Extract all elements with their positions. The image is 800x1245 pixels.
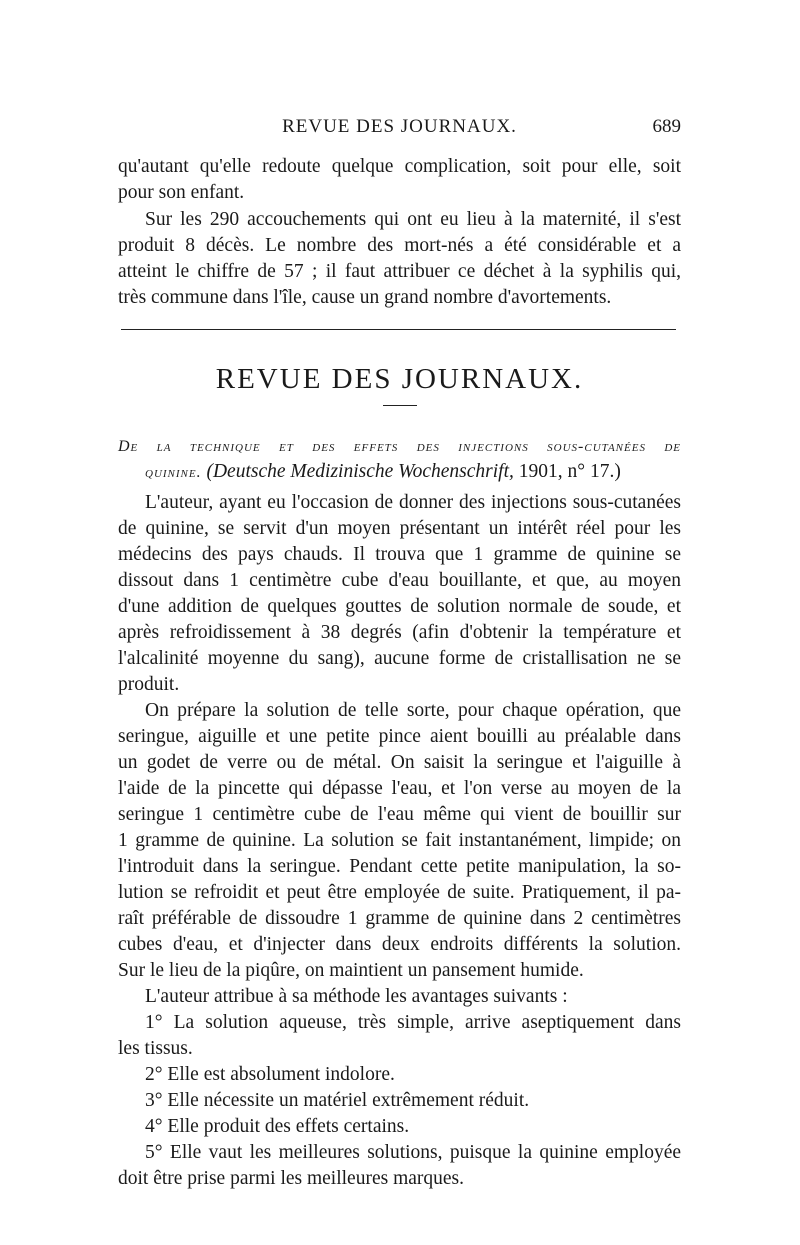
running-head-title: REVUE DES JOURNAUX.	[282, 116, 517, 137]
text-line: atteint le chiffre de 57 ; il faut attribuer ce déchet à la syphilis qui,	[118, 261, 681, 282]
page-number: 689	[652, 116, 681, 137]
section-divider	[121, 329, 676, 330]
text-line: pour son enfant.	[118, 182, 245, 203]
section-title: REVUE DES JOURNAUX.	[215, 363, 584, 395]
list-item: 4° Elle produit des effets certains.	[145, 1116, 410, 1137]
text-line: l'aide de la pincette qui dépasse l'eau, et l'on verse au moyen de la	[118, 778, 681, 799]
text-line: raît préférable de dissoudre 1 gramme de quinine dans 2 centimètres	[118, 908, 681, 929]
text-line: produit.	[118, 674, 180, 695]
list-item: 1° La solution aqueuse, très simple, arrive aseptiquement dans	[145, 1012, 681, 1033]
text-line: dissout dans 1 centimètre cube d'eau bouillante, et que, au moyen	[118, 570, 681, 591]
title-underline	[383, 405, 417, 406]
article-title-line	[145, 459, 681, 486]
text-line: doit être prise parmi les meilleures marques.	[118, 1168, 465, 1189]
running-head	[118, 114, 681, 142]
journal-reference: 1901, n° 17.)	[518, 461, 621, 482]
text-line: qu'autant qu'elle redoute quelque complication, soit pour elle, soit	[118, 156, 681, 177]
text-line: L'auteur, ayant eu l'occasion de donner des injections sous-cutanées	[145, 492, 681, 513]
journal-name: (Deutsche Medizinische Wochenschrift,	[206, 461, 514, 482]
text-line: les tissus.	[118, 1038, 193, 1059]
article-title-text: quinine.	[145, 464, 202, 481]
text-line: 1 gramme de quinine. La solution se fait instantanément, limpide; on	[118, 830, 681, 851]
list-item: 5° Elle vaut les meilleures solutions, puisque la quinine employée	[145, 1142, 681, 1163]
text-line: L'auteur attribue à sa méthode les avantages suivants :	[145, 986, 568, 1007]
text-line: cubes d'eau, et d'injecter dans deux endroits différents la solution.	[118, 934, 681, 955]
text-line: un godet de verre ou de métal. On saisit la seringue et l'aiguille à	[118, 752, 681, 773]
text-line: produit 8 décès. Le nombre des mort-nés a été considérable et a	[118, 235, 681, 256]
article-title-line	[118, 433, 681, 460]
text-line: très commune dans l'île, cause un grand nombre d'avortements.	[118, 287, 612, 308]
text-line: médecins des pays chauds. Il trouva que 1 gramme de quinine se	[118, 544, 681, 565]
text-line: l'introduit dans la seringue. Pendant cette petite manipulation, la so-	[118, 856, 681, 877]
list-item: 2° Elle est absolument indolore.	[145, 1064, 395, 1085]
text-line: Sur les 290 accouchements qui ont eu lieu à la maternité, il s'est	[145, 209, 681, 230]
text-line: seringue, aiguille et une petite pince aient bouilli au préalable dans	[118, 726, 681, 747]
text-line: après refroidissement à 38 degrés (afin d'obtenir la température et	[118, 622, 681, 643]
text-line: l'alcalinité moyenne du sang), aucune forme de cristallisation ne se	[118, 648, 681, 669]
text-line: seringue 1 centimètre cube de l'eau même qui vient de bouillir sur	[118, 804, 681, 825]
text-line: lution se refroidit et peut être employée de suite. Pratiquement, il pa-	[118, 882, 681, 903]
list-item: 3° Elle nécessite un matériel extrêmement réduit.	[145, 1090, 530, 1111]
text-line: de quinine, se servit d'un moyen présentant un intérêt réel pour les	[118, 518, 681, 539]
article-title-text: De la technique et des effets des injections sous-cutanées de	[118, 438, 681, 455]
text-line: Sur le lieu de la piqûre, on maintient un pansement humide.	[118, 960, 584, 981]
text-line: d'une addition de quelques gouttes de solution normale de soude, et	[118, 596, 681, 617]
text-line: On prépare la solution de telle sorte, pour chaque opération, que	[145, 700, 681, 721]
